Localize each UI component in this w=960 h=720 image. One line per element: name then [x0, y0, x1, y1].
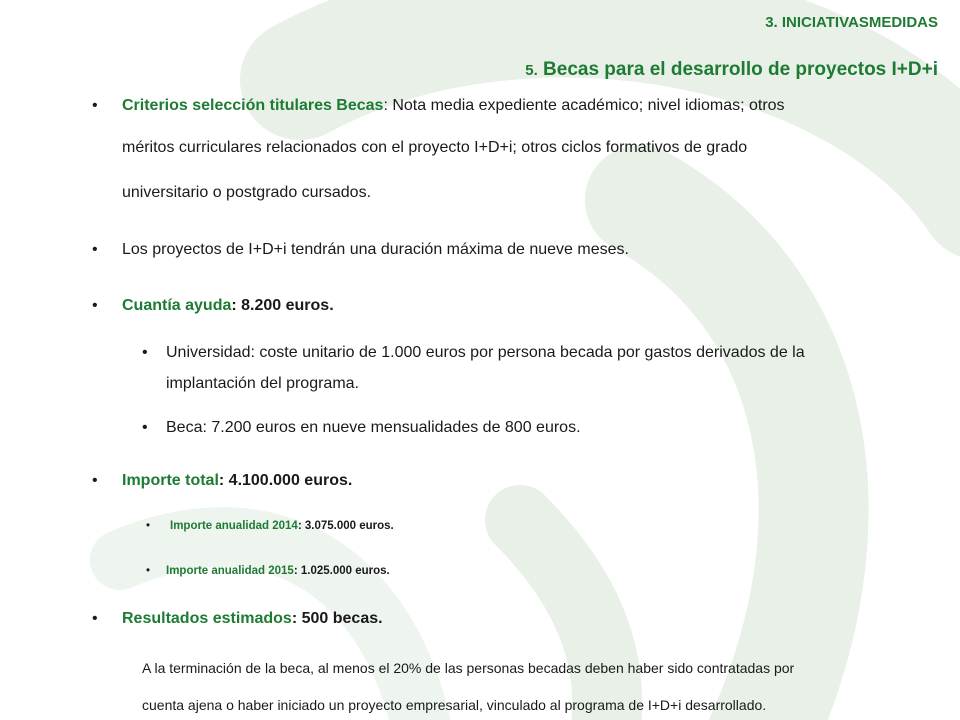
selection-criteria-line2: méritos curriculares relacionados con el proyecto I+D+i; otros ciclos formativos de grado — [122, 139, 748, 156]
sub-bullet-marker: • — [142, 419, 148, 436]
bullet-marker: • — [92, 610, 98, 627]
sub-bullet-university-line2: implantación del programa. — [166, 375, 359, 392]
annuity-2015-label: Importe anualidad 2015 — [166, 565, 294, 577]
bullet-marker: • — [92, 472, 98, 489]
sub-bullet-scholarship: Beca: 7.200 euros en nueve mensualidades de 800 euros. — [166, 419, 581, 436]
section-heading: 3. INICIATIVASMEDIDAS — [765, 14, 938, 31]
footnote-line2: cuenta ajena o haber iniciado un proyecto empresarial, vinculado al programa de I+D+i desarrollado. — [142, 697, 767, 713]
total-amount-value: : 4.100.000 euros. — [218, 472, 353, 489]
footnote-line1: A la terminación de la beca, al menos el 20% de las personas becadas deben haber sido contratadas por — [142, 660, 795, 676]
aid-amount-label: Cuantía ayuda — [122, 297, 232, 314]
bullet-aid-amount — [122, 296, 334, 316]
bullet-selection-criteria — [122, 96, 942, 116]
bullet-marker: • — [92, 297, 98, 314]
annuity-2014-value: : 3.075.000 euros. — [297, 520, 394, 532]
title-text: Becas para el desarrollo de proyectos I+D+i — [543, 59, 938, 80]
bullet-estimated-results — [122, 609, 383, 629]
bullet-total-amount — [122, 471, 352, 491]
annuity-2014 — [170, 518, 394, 534]
small-bullet-marker: • — [146, 520, 151, 532]
sub-bullet-marker: • — [142, 344, 148, 361]
annuity-2015-value: : 1.025.000 euros. — [293, 565, 390, 577]
bullet-marker: • — [92, 97, 98, 114]
selection-criteria-line3: universitario o postgrado cursados. — [122, 184, 372, 201]
estimated-results-label: Resultados estimados — [122, 610, 292, 627]
bullet-project-duration: Los proyectos de I+D+i tendrán una duración máxima de nueve meses. — [122, 241, 629, 258]
total-amount-label: Importe total — [122, 472, 219, 489]
estimated-results-value: : 500 becas. — [291, 610, 383, 627]
annuity-2015 — [166, 563, 390, 579]
bullet-marker: • — [92, 241, 98, 258]
slide-title — [525, 59, 938, 81]
selection-criteria-text: : Nota media expediente académico; nivel idiomas; otros — [383, 97, 785, 114]
sub-bullet-university: Universidad: coste unitario de 1.000 euros por persona becada por gastos derivados de la — [166, 344, 805, 361]
small-bullet-marker: • — [146, 565, 151, 577]
aid-amount-value: : 8.200 euros. — [231, 297, 334, 314]
title-number: 5. — [525, 62, 538, 79]
selection-criteria-label: Criterios selección titulares Becas — [122, 97, 384, 114]
annuity-2014-label: Importe anualidad 2014 — [170, 520, 298, 532]
